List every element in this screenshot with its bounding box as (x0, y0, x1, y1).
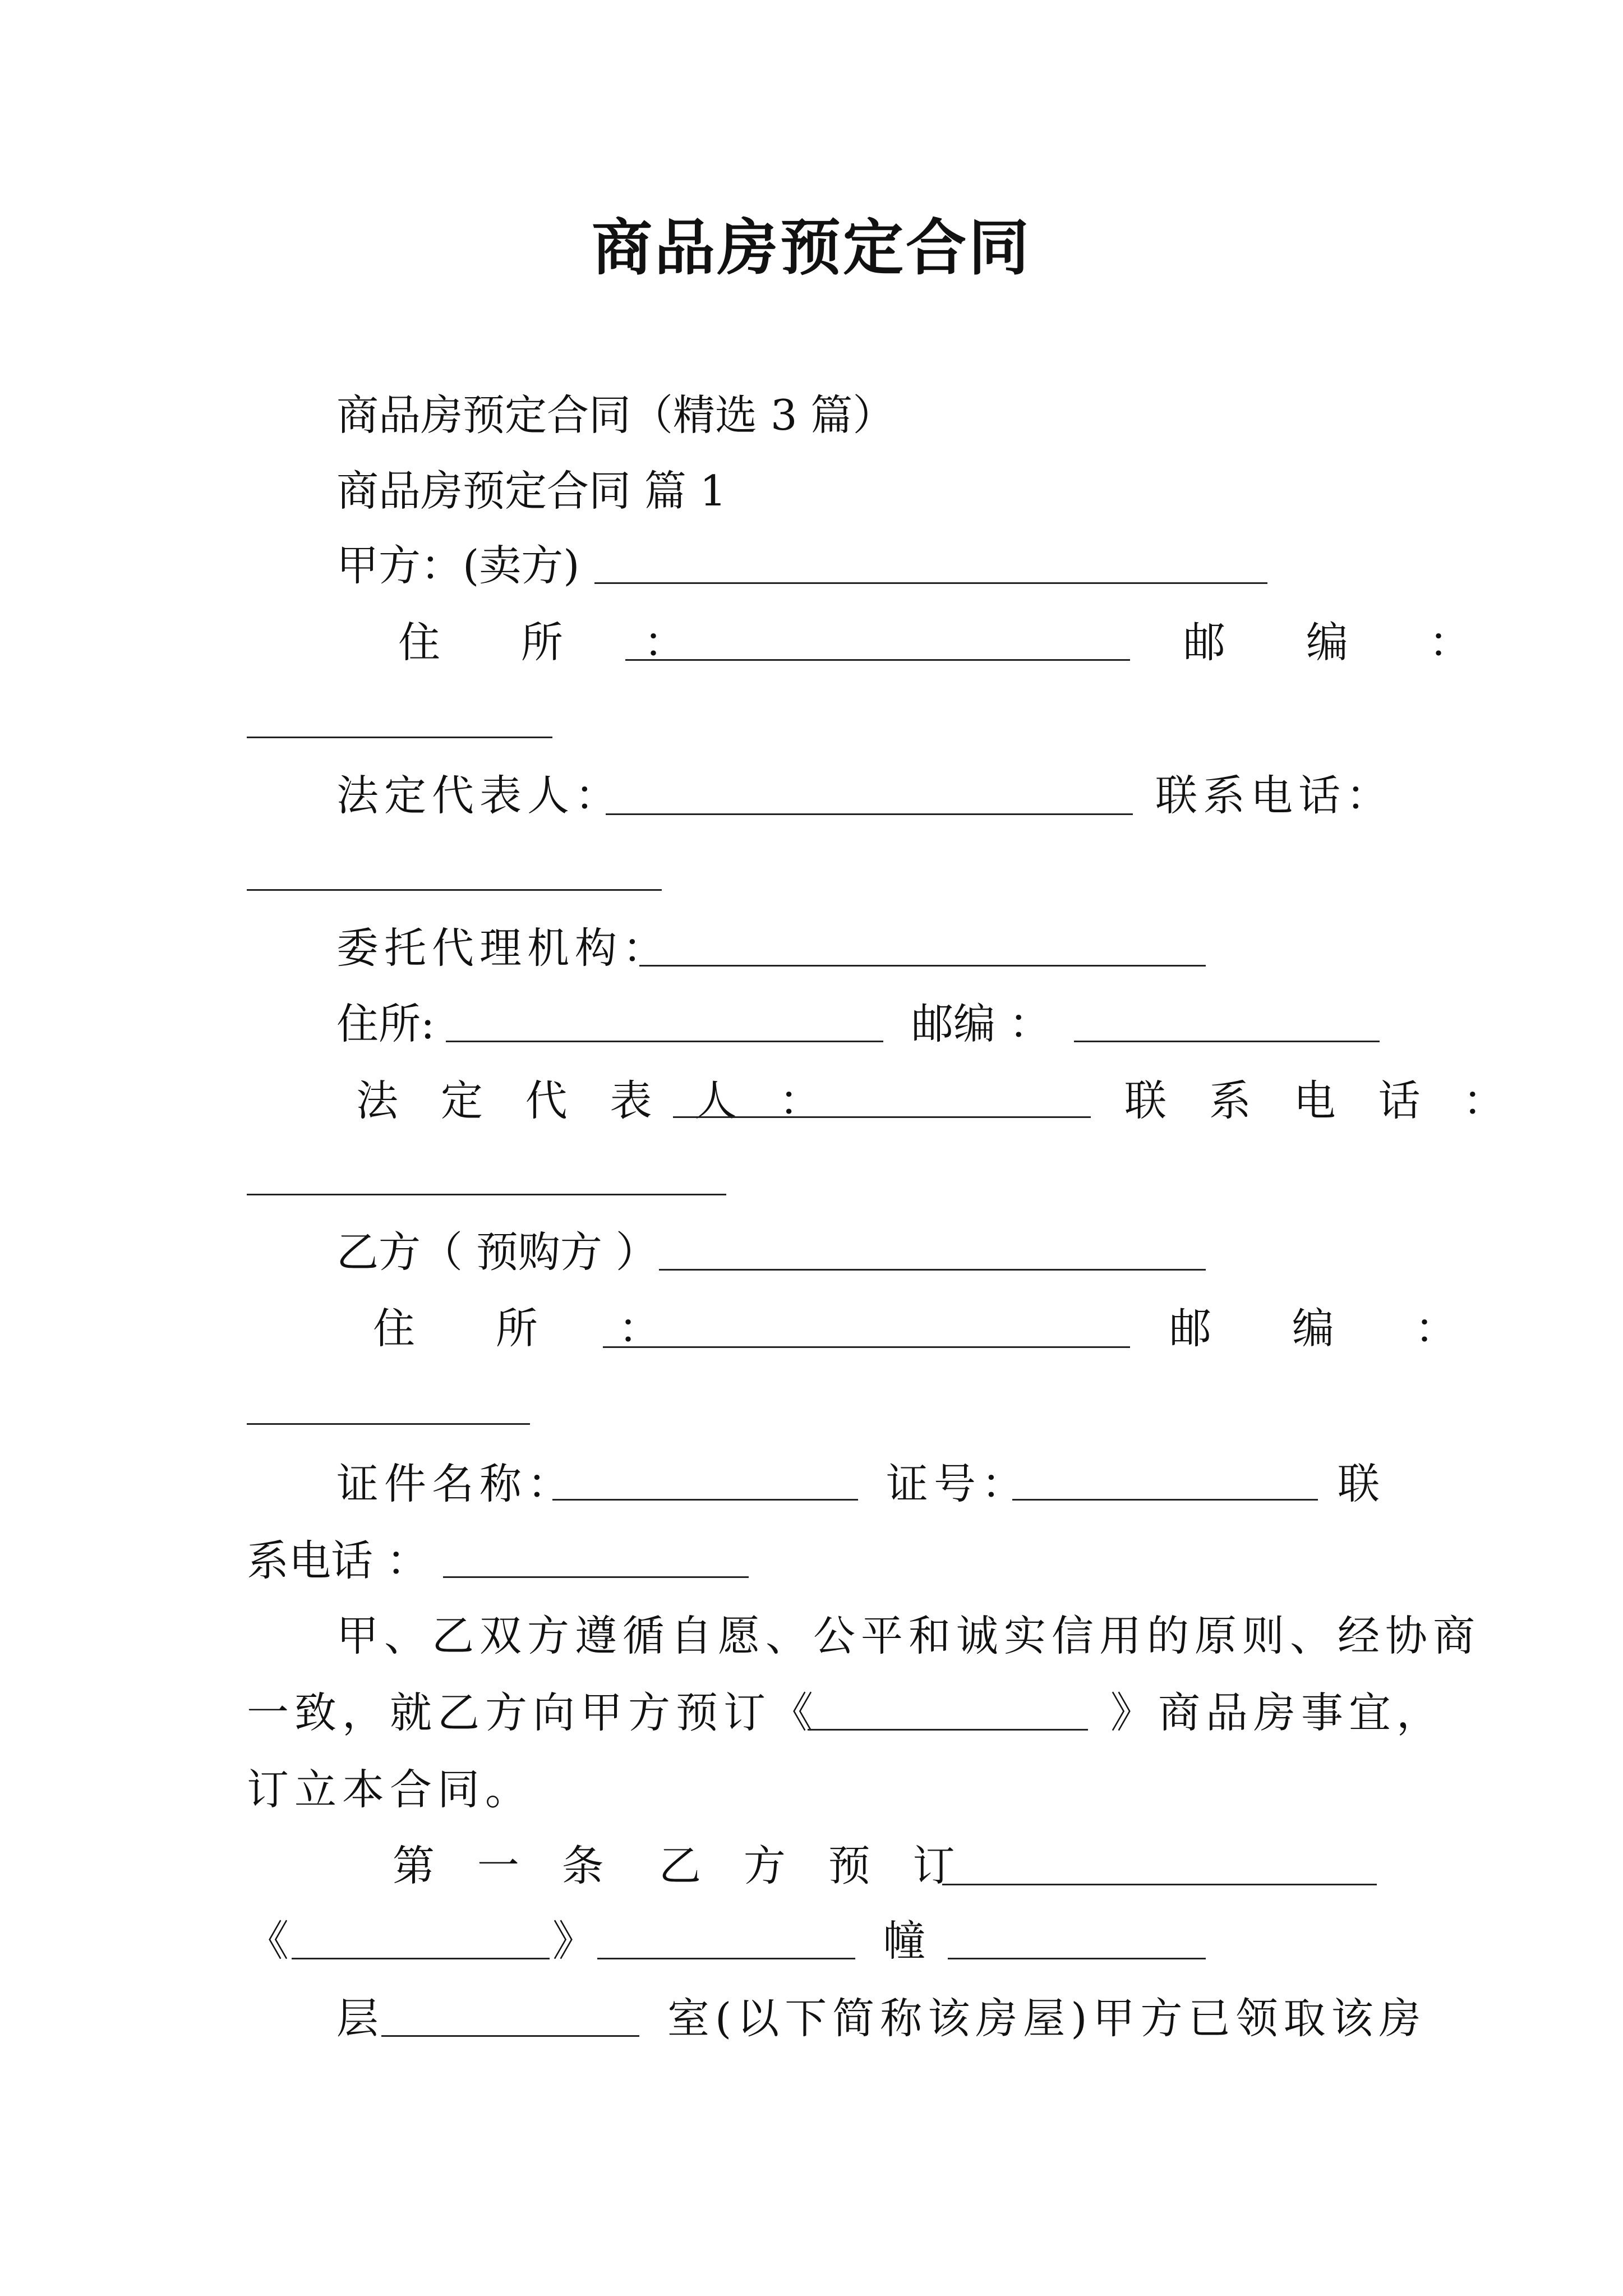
party-b-blank[interactable] (659, 1269, 1206, 1271)
article-1-label: 第 一 条 (393, 1841, 619, 1890)
id-no-blank[interactable] (1012, 1499, 1318, 1501)
article-1-continuation: 室(以下简称该房屋)甲方已领取该房 (667, 1994, 1427, 2043)
paragraph-1-line-2b: 》商品房事宜， (1110, 1688, 1445, 1737)
id-name-label: 证件名称： (336, 1459, 575, 1508)
postcode-2-blank[interactable] (1074, 1041, 1380, 1042)
postcode-3-label: 邮 编 ： (1169, 1304, 1491, 1353)
id-name-blank[interactable] (552, 1499, 858, 1501)
phone-1-label: 联系电话： (1155, 771, 1394, 820)
section-title: 商品房预定合同 篇 1 (336, 466, 727, 516)
legal-rep-1-label: 法定代表人： (336, 771, 623, 820)
postcode-3-blank[interactable] (247, 1423, 530, 1425)
project-name-blank[interactable] (808, 1729, 1088, 1731)
book-title-close: 》 (552, 1916, 595, 1966)
phone-3-blank[interactable] (443, 1576, 749, 1578)
address-2-label: 住所: (336, 999, 435, 1048)
book-title-blank[interactable] (292, 1958, 550, 1959)
agent-blank[interactable] (639, 965, 1206, 967)
phone-1-blank[interactable] (247, 889, 662, 891)
party-a-blank[interactable] (594, 582, 1267, 584)
document-title: 商品房预定合同 (591, 213, 1031, 283)
paragraph-1-line-3: 订立本合同。 (247, 1765, 533, 1814)
agent-label: 委托代理机构： (336, 923, 671, 973)
building-blank[interactable] (948, 1958, 1206, 1959)
legal-rep-2-blank[interactable] (673, 1116, 1091, 1118)
legal-rep-1-blank[interactable] (606, 813, 1133, 815)
building-label: 幢 (883, 1916, 926, 1966)
paragraph-1-line-2a: 一致，就乙方向甲方预订《 (247, 1688, 819, 1737)
id-no-label: 证号： (886, 1459, 1030, 1508)
subtitle: 商品房预定合同（精选 3 篇） (336, 390, 895, 440)
book-title-open: 《 (247, 1916, 289, 1966)
phone-2-label: 联 系 电 话 ： (1124, 1076, 1520, 1125)
phone-2-blank[interactable] (247, 1194, 726, 1195)
phone-3-label-end: 系电话 ： (247, 1536, 428, 1585)
paragraph-1-line-1: 甲、乙双方遵循自愿、公平和诚实信用的原则、经协商 (336, 1611, 1481, 1660)
address-2-blank[interactable] (446, 1041, 883, 1042)
address-1-blank[interactable] (625, 659, 1130, 661)
phone-3-label-start: 联 (1338, 1459, 1380, 1508)
floor-label: 层 (336, 1994, 379, 2043)
postcode-1-blank[interactable] (247, 737, 552, 738)
address-3-blank[interactable] (603, 1346, 1130, 1348)
party-a-label: 甲方：(卖方) (336, 541, 580, 590)
area-blank[interactable] (597, 1958, 855, 1959)
article-1-blank[interactable] (942, 1884, 1377, 1885)
party-b-label: 乙方（ 预购方 ） (336, 1227, 658, 1277)
postcode-2-label: 邮编 ： (911, 999, 1051, 1048)
article-1-text: 乙 方 预 订 (659, 1841, 970, 1890)
postcode-1-label: 邮 编 ： (1183, 618, 1505, 667)
address-3-label: 住 所 ： (373, 1304, 694, 1353)
floor-blank[interactable] (381, 2035, 639, 2037)
legal-rep-2-label: 法 定 代 表 人 ： (356, 1076, 836, 1125)
address-1-label: 住 所 ： (398, 618, 720, 667)
